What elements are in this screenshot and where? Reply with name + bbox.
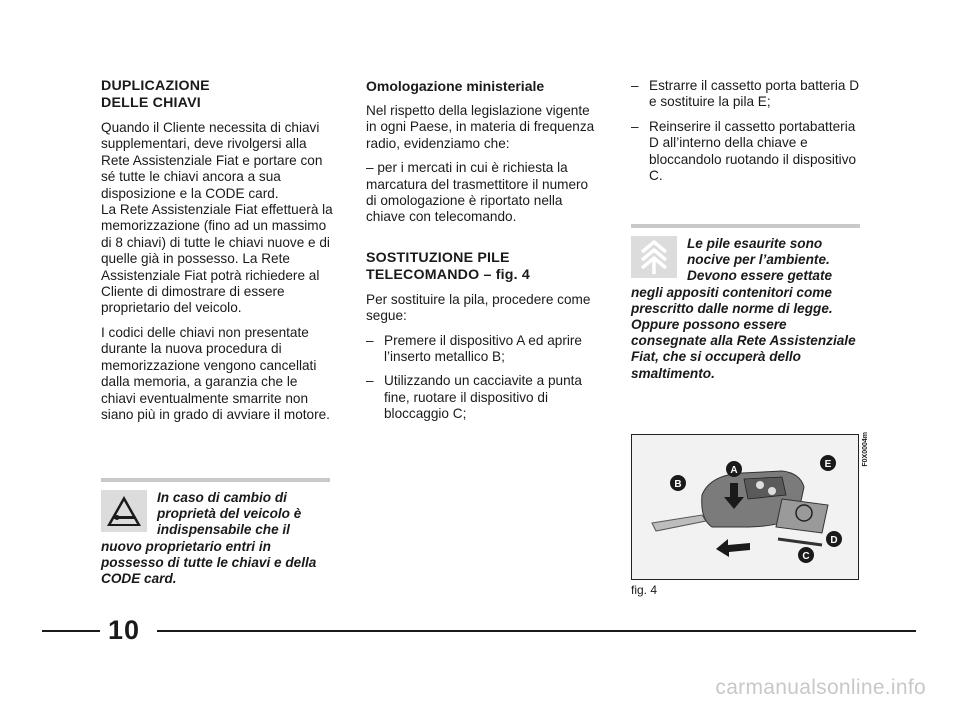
page-number: 10 [108, 615, 141, 645]
callout-e-label: E [824, 459, 832, 470]
section-heading-omologazione: Omologazione ministeriale [366, 78, 545, 94]
callout-d-label: D [830, 535, 838, 546]
list-item: – Utilizzando un cacciavite a punta fine, ruotare il dispositivo di bloccaggio C; [366, 373, 582, 422]
section-heading-sostituzione: SOSTITUZIONE PILE TELECOMANDO – fig. 4 [366, 249, 531, 283]
list-item: – Estrarre il cassetto porta batteria D e sostituire la pila E; [631, 78, 860, 110]
footer-rule-left [42, 630, 100, 632]
warning-note [101, 478, 330, 587]
figure-key-battery [631, 434, 859, 580]
paragraph: Quando il Cliente necessita di chiavi supplementari, deve rivolgersi alla Rete Assistenziale Fiat e portare con sé tutte le chiavi ancora a sua disposizione e la CODE card. [101, 120, 323, 201]
key-illustration [632, 435, 858, 579]
column-left [101, 78, 333, 431]
paragraph: Per sostituire la pila, procedere come segue: [366, 291, 591, 324]
paragraph: – per i mercati in cui è richiesta la marcatura del trasmettitore il numero di omologazione è riportato nella chiave con telecomando. [366, 160, 589, 225]
paragraph: I codici delle chiavi non presentate durante la nuova procedura di memorizzazione vengono cancellati dalla memoria, a garanzia che le chiavi eventualmente smarrite non siano più in grado di avviare il motore. [101, 324, 330, 422]
paragraph: La Rete Assistenziale Fiat effettuerà la memorizzazione (fino ad un massimo di 8 chiavi) di tutte le chiavi nuove e di quelle già in possesso. La Rete Assistenziale Fiat potrà richiedere al Cliente di dimostrare di essere proprietario del veicolo. [101, 202, 333, 316]
list-item: – Reinserire il cassetto portabatteria D all’interno della chiave e bloccandolo ruotando il dispositivo C. [631, 118, 857, 184]
section-heading-duplicazione: DUPLICAZIONE DELLE CHIAVI [101, 78, 210, 111]
environment-note-text: Le pile esaurite sono nocive per l’ambiente. Devono essere gettate negli appositi contenitori come prescritto dalle norme di legge. Oppure possono essere consegnate alla Rete Assistenziale Fiat, che si occuperà dello smaltimento. [631, 236, 856, 381]
paragraph: Nel rispetto della legislazione vigente in ogni Paese, in materia di frequenza radio, evidenziamo che: [366, 103, 595, 151]
figure-code: F0X0004m [862, 432, 869, 467]
environment-note [631, 224, 860, 382]
watermark: carmanualsonline.info [715, 676, 926, 699]
warning-note-text: In caso di cambio di proprietà del veicolo è indispensabile che il nuovo proprietario entri in possesso di tutte le chiavi e della CODE card. [101, 490, 317, 587]
list-item: – Premere il dispositivo A ed aprire l’inserto metallico B; [366, 332, 582, 365]
callout-b-label: B [674, 479, 682, 490]
warning-icon [101, 490, 147, 532]
recycle-arrows-icon [631, 236, 677, 278]
callout-a-label: A [730, 465, 738, 476]
column-right [631, 78, 861, 192]
column-middle [366, 78, 598, 431]
callout-c-label: C [802, 551, 810, 562]
footer-rule-right [157, 630, 916, 632]
figure-caption: fig. 4 [631, 583, 658, 597]
